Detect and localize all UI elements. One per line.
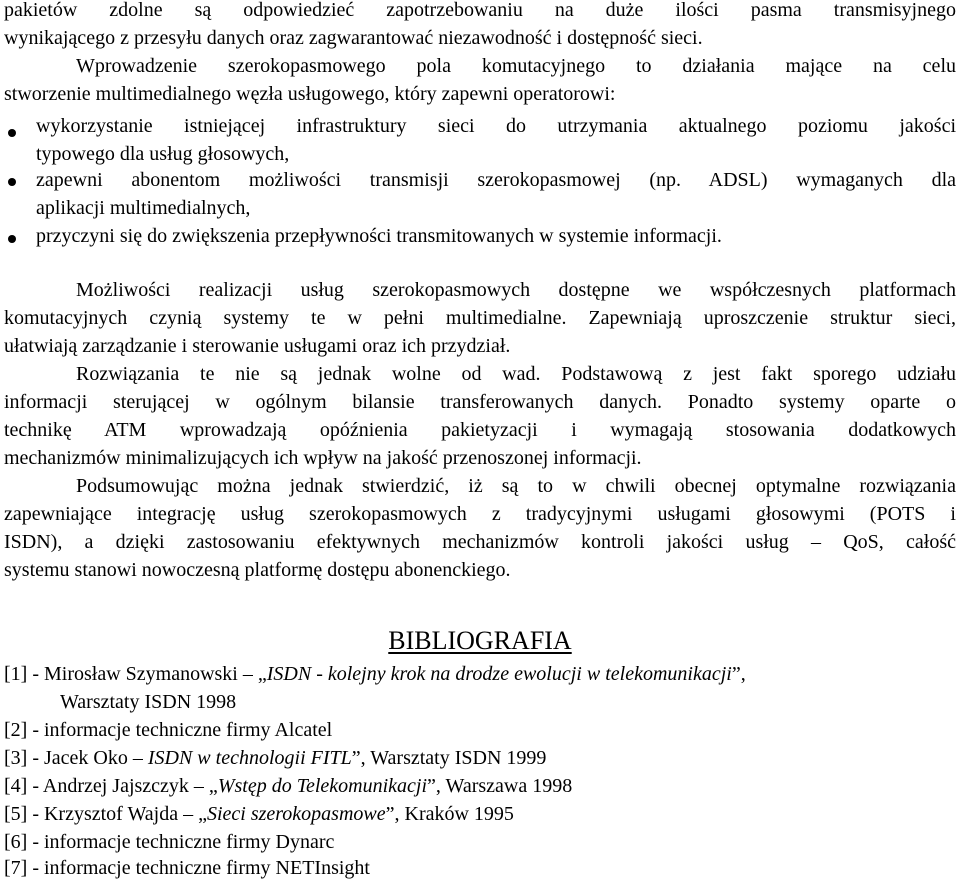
body-line: technikę ATM wprowadzają opóźnienia pakietyzacji i wymagają stosowania dodatkowych bbox=[4, 419, 956, 441]
entry-title: Wstęp do Telekomunikacji bbox=[217, 775, 428, 797]
entry-number: [4] bbox=[4, 775, 28, 797]
bibliography-entry bbox=[4, 828, 334, 856]
list-item-line: przyczyni się do zwiększenia przepływności transmitowanych w systemie informacji. bbox=[36, 225, 722, 247]
entry-number: [6] bbox=[4, 831, 28, 853]
entry-number: [2] bbox=[4, 719, 28, 741]
body-line: zapewniające integrację usług szerokopasmowych z tradycyjnymi usługami głosowymi (POTS i bbox=[4, 503, 956, 525]
list-item-line: wykorzystanie istniejącej infrastruktury sieci do utrzymania aktualnego poziomu jakości bbox=[36, 115, 956, 137]
body-line: ISDN), a dzięki zastosowaniu efektywnych mechanizmów kontroli jakości usług – QoS, całość bbox=[4, 531, 956, 553]
list-item-line: aplikacji multimedialnych, bbox=[36, 197, 251, 219]
body-line: informacji sterującej w ogólnym bilansie transferowanych danych. Ponadto systemy oparte o bbox=[4, 391, 956, 413]
entry-number: [3] bbox=[4, 747, 28, 769]
bibliography-entry bbox=[4, 716, 332, 744]
bullet-icon bbox=[8, 235, 16, 243]
body-line: komutacyjnych czynią systemy te w pełni multimedialne. Zapewniają uproszczenie struktur sieci, bbox=[4, 307, 956, 329]
entry-author: - Jacek Oko – bbox=[27, 747, 148, 769]
bibliography-entry bbox=[4, 854, 370, 882]
body-line: Możliwości realizacji usług szerokopasmowych dostępne we współczesnych platformach bbox=[76, 279, 956, 301]
bullet-icon bbox=[8, 178, 16, 186]
entry-title: ISDN - kolejny krok na drodze ewolucji w telekomunikacji bbox=[266, 663, 732, 685]
entry-title: Sieci szerokopasmowe bbox=[206, 803, 386, 825]
entry-source: ”, bbox=[731, 663, 746, 685]
body-line: Podsumowując można jednak stwierdzić, iż są to w chwili obecnej optymalne rozwiązania bbox=[76, 475, 956, 497]
entry-title: ISDN w technologii FITL bbox=[147, 747, 352, 769]
body-line: wynikającego z przesyłu danych oraz zagwarantować niezawodność i dostępność sieci. bbox=[4, 27, 703, 49]
entry-author: - informacje techniczne firmy NETInsight bbox=[27, 857, 370, 879]
body-line: Wprowadzenie szerokopasmowego pola komutacyjnego to działania mające na celu bbox=[76, 55, 956, 77]
entry-author: - Krzysztof Wajda – „ bbox=[27, 803, 207, 825]
bibliography-entry bbox=[4, 800, 514, 828]
bibliography-title: BIBLIOGRAFIA bbox=[388, 626, 572, 655]
entry-number: [7] bbox=[4, 857, 28, 879]
body-line: mechanizmów minimalizujących ich wpływ na jakość przenoszonej informacji. bbox=[4, 447, 642, 469]
body-line: pakietów zdolne są odpowiedzieć zapotrzebowaniu na duże ilości pasma transmisyjnego bbox=[4, 0, 956, 21]
bibliography-entry bbox=[4, 744, 546, 772]
bibliography-entry bbox=[4, 660, 746, 688]
list-item-line: zapewni abonentom możliwości transmisji szerokopasmowej (np. ADSL) wymaganych dla bbox=[36, 169, 956, 191]
body-line: systemu stanowi nowoczesną platformę dostępu abonenckiego. bbox=[4, 559, 511, 581]
entry-author: - Mirosław Szymanowski – „ bbox=[27, 663, 267, 685]
list-item-line: typowego dla usług głosowych, bbox=[36, 143, 290, 165]
entry-author: - Andrzej Jajszczyk – „ bbox=[27, 775, 218, 797]
body-line: ułatwiają zarządzanie i sterowanie usługami oraz ich przydział. bbox=[4, 335, 511, 357]
body-line: Rozwiązania te nie są jednak wolne od wad. Podstawową z jest fakt sporego udziału bbox=[76, 363, 956, 385]
entry-author: - informacje techniczne firmy Alcatel bbox=[27, 719, 333, 741]
bullet-icon bbox=[8, 129, 16, 137]
body-line: stworzenie multimedialnego węzła usługowego, który zapewni operatorowi: bbox=[4, 83, 616, 105]
bibliography-entry bbox=[4, 772, 572, 800]
entry-source: ”, Kraków 1995 bbox=[385, 803, 514, 825]
entry-number: [5] bbox=[4, 803, 28, 825]
bibliography-entry-continuation: Warsztaty ISDN 1998 bbox=[60, 691, 237, 713]
entry-source: ”, Warsztaty ISDN 1999 bbox=[351, 747, 547, 769]
entry-number: [1] bbox=[4, 663, 28, 685]
entry-source: ”, Warszawa 1998 bbox=[427, 775, 573, 797]
entry-author: - informacje techniczne firmy Dynarc bbox=[27, 831, 335, 853]
